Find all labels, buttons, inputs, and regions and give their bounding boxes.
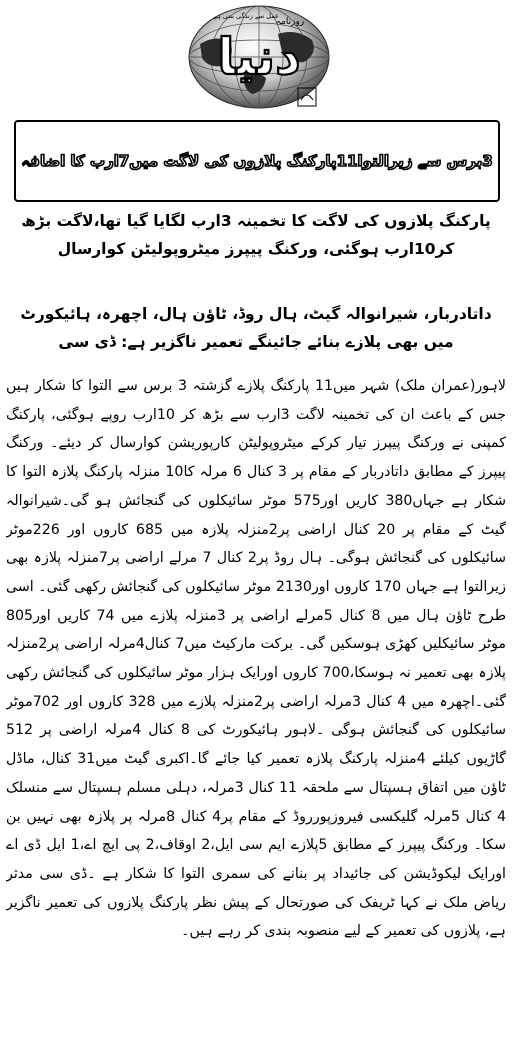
- logo-small-text: روزنامہ: [275, 17, 305, 27]
- newspaper-logo-globe: [186, 4, 332, 110]
- subheadline-1: پارکنگ پلازوں کی لاگت کا تخمینہ 3ارب لگایا گیا تھا،لاگت بڑھ کر10ارب ہوگئی، ورکنگ پیپرز میٹروپولیٹن کوارسال: [21, 212, 491, 258]
- logo-tagline: عمل سے زندگی بنتی ہے: [213, 12, 279, 20]
- headline: 3برس سے زیرالتوا11پارکنگ پلازوں کی لاگت میں7ارب کا اضافہ: [21, 152, 493, 170]
- masthead: [0, 0, 512, 118]
- article-body: [6, 372, 506, 1044]
- headline-box: [14, 120, 500, 202]
- logo-wordmark: دنیا: [217, 28, 301, 86]
- subheadline-2: داتادربار، شیرانوالہ گیٹ، ہال روڈ، ٹاؤن ہال، اچھرہ، ہائیکورٹ میں بھی پلازے بنائے جائینگے تعمیر ناگزیر ہے: ڈی سی: [20, 305, 492, 351]
- article-paragraph: لاہور(عمران ملک) شہر میں11 پارکنگ پلازے گزشتہ 3 برس سے التوا کا شکار ہیں جس کے باعث ان کی تخمینہ لاگت 3ارب سے بڑھ کر 10ارب روپے ہوگئی، پارکنگ کمپنی نے ورکنگ پیپرز تیار کرکے میٹروپولیٹن کارپوریشن کوارسال کر دیئے۔ ورکنگ پیپرز کے مطابق داتادربار کے مقام پر 3 کنال 6 مرلہ کا10 منزلہ پارکنگ پلازہ التوا کا شکار ہے جہاں380 کاریں اور575 موٹر سائیکلوں کی گنجائش ہو گی۔شیرانوالہ گیٹ کے مقام پر 20 کنال اراضی پر2منزلہ پلازہ میں 685 کاروں اور 226موٹر سائیکلوں کی گنجائش ہوگی۔ ہال روڈ پر2 کنال 7 مرلے اراضی پر7منزلہ پلازہ بھی زیرالتوا ہے جہاں 170 کاروں اور2130 موٹر سائیکلوں کی گنجائش رکھی گئی۔ اسی طرح ٹاؤن ہال میں 8 کنال 5مرلے اراضی پر 3منزلہ پلازے میں 74 کاریں اور805 موٹر سائیکلیں کھڑی ہوسکیں گی۔ برکت مارکیٹ میں7 کنال4مرلہ اراضی پر2منزلہ پلازہ بھی تعمیر نہ ہوسکا،700 کاروں اورایک ہزار موٹر سائیکلوں کی گنجائش رکھی گئی۔اچھرہ میں 4 کنال 3مرلہ اراضی پر2منزلہ پلازے میں 328 کاروں اور 702موٹر سائیکلوں کی گنجائش ہوگی ۔لاہور ہائیکورٹ کی 8 کنال 4مرلہ اراضی پر 512 گاڑیوں کیلئے 4منزلہ پارکنگ پلازہ تعمیر کیا جائے گا۔اکبری گیٹ میں31 کنال، ماڈل ٹاؤن میں اتفاق ہسپتال سے ملحقہ 11 کنال 3مرلہ، دہلی مسلم ہسپتال سے منسلک 4 کنال 5مرلہ گلیکسی فیروزپورروڈ کے مقام پر4 کنال 8مرلہ پر پلازہ بھی نہیں بن سکا۔ ورکنگ پیپرز کے مطابق 5پلازے ایم سی ایل،2 اوقاف،2 پی ایچ اے،1 ایل ڈی اے اورایک لیکوڈیشن کی جائیداد پر بنانے کی سمری التوا کا شکار ہے ۔ڈی سی مدثر ریاض ملک نے کہا ٹریفک کی صورتحال کے پیش نظر پارکنگ پلازوں کی تعمیر ناگزیر ہے، پلازوں کی تعمیر کے لیے منصوبہ بندی کر رہے ہیں۔: [6, 378, 506, 940]
